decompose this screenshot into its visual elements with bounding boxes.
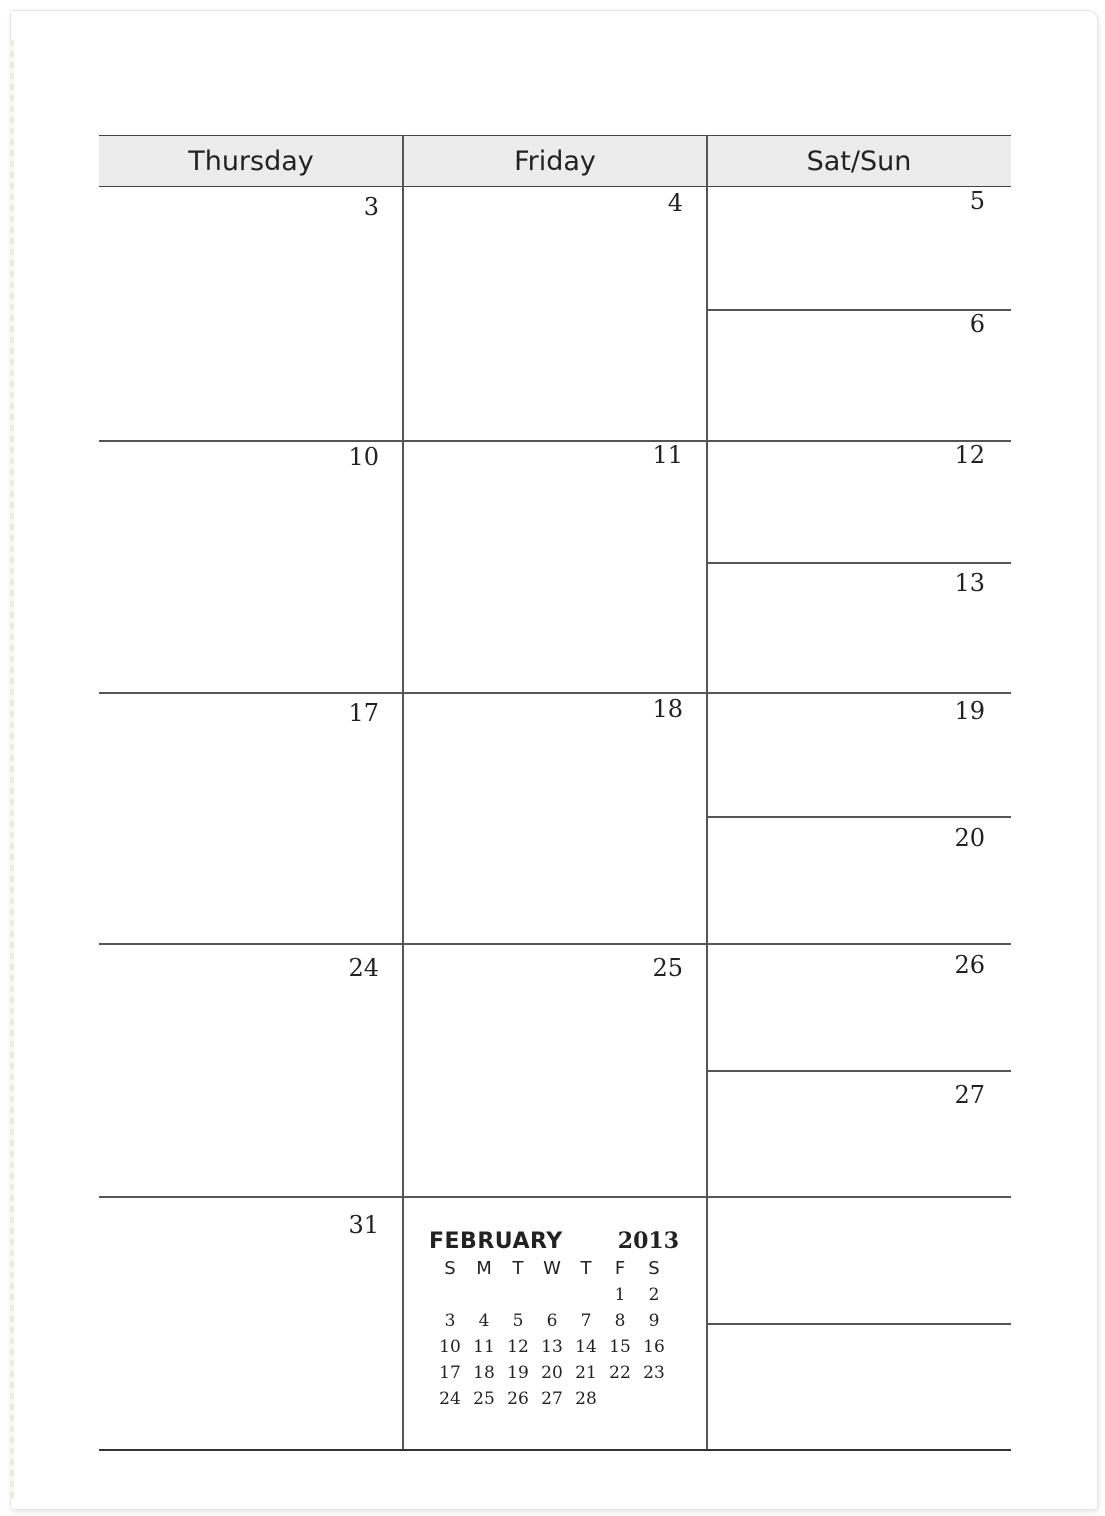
day-cell-friday[interactable]: 4 (667, 189, 683, 217)
mini-day: 6 (546, 1311, 558, 1331)
mini-day (535, 1284, 569, 1306)
mini-weekday: T (580, 1258, 592, 1279)
mini-day: 24 (439, 1389, 461, 1409)
mini-weekday: T (512, 1258, 524, 1279)
header-sat-sun: Sat/Sun (806, 145, 912, 177)
column-divider (706, 135, 708, 1451)
mini-calendar-header (429, 1228, 679, 1254)
mini-day: 1 (614, 1285, 626, 1305)
mini-day: 27 (541, 1389, 563, 1409)
weekday-header-row (99, 135, 1011, 187)
mini-day (569, 1284, 603, 1306)
mini-day (433, 1284, 467, 1306)
day-cell-thursday[interactable]: 3 (363, 193, 379, 221)
mini-day: 5 (512, 1311, 524, 1331)
mini-day: 14 (575, 1337, 597, 1357)
mini-day (467, 1284, 501, 1306)
mini-day: 12 (507, 1337, 529, 1357)
mini-day: 4 (478, 1311, 490, 1331)
mini-day: 2 (648, 1285, 660, 1305)
day-cell-thursday[interactable]: 17 (348, 699, 379, 727)
mini-day: 18 (473, 1363, 495, 1383)
mini-weekday: F (614, 1258, 626, 1279)
mini-day (603, 1388, 637, 1410)
day-cell-friday[interactable]: 18 (652, 695, 683, 723)
week-divider (99, 1196, 1011, 1198)
day-cell-saturday[interactable]: 19 (954, 697, 985, 725)
weekend-split-line (707, 816, 1011, 818)
week-divider (99, 692, 1011, 694)
mini-day: 10 (439, 1337, 461, 1357)
day-cell-saturday[interactable]: 12 (954, 441, 985, 469)
week-divider (99, 943, 1011, 945)
mini-weekday: S (648, 1258, 660, 1279)
day-cell-thursday[interactable]: 24 (348, 954, 379, 982)
mini-day: 7 (580, 1311, 592, 1331)
mini-day: 20 (541, 1363, 563, 1383)
mini-day: 22 (609, 1363, 631, 1383)
day-cell-friday[interactable]: 25 (652, 954, 683, 982)
page-torn-edge (10, 40, 14, 1500)
mini-day: 13 (541, 1337, 563, 1357)
mini-day: 28 (575, 1389, 597, 1409)
bottom-rule (99, 1449, 1011, 1451)
mini-day (501, 1284, 535, 1306)
header-friday: Friday (514, 145, 596, 177)
day-cell-sunday[interactable]: 6 (969, 310, 985, 338)
mini-day: 21 (575, 1363, 597, 1383)
mini-day: 9 (648, 1311, 660, 1331)
mini-weekday: S (444, 1258, 456, 1279)
day-cell-sunday[interactable]: 27 (954, 1081, 985, 1109)
mini-calendar-grid (433, 1258, 679, 1410)
header-thursday: Thursday (188, 145, 314, 177)
weekend-split-line (707, 562, 1011, 564)
column-divider (402, 135, 404, 1451)
mini-day: 25 (473, 1389, 495, 1409)
weekend-split-line (707, 1323, 1011, 1325)
mini-day: 16 (643, 1337, 665, 1357)
mini-day: 3 (444, 1311, 456, 1331)
day-cell-thursday[interactable]: 31 (348, 1211, 379, 1239)
mini-day: 15 (609, 1337, 631, 1357)
mini-day: 17 (439, 1363, 461, 1383)
mini-calendar (429, 1228, 679, 1410)
weekend-split-line (707, 1070, 1011, 1072)
day-cell-sunday[interactable]: 20 (954, 824, 985, 852)
calendar-grid (99, 135, 1011, 1451)
mini-weekday: M (476, 1258, 492, 1279)
mini-day: 8 (614, 1311, 626, 1331)
week-divider (99, 440, 1011, 442)
day-cell-friday[interactable]: 11 (652, 441, 683, 469)
mini-day: 23 (643, 1363, 665, 1383)
day-cell-sunday[interactable]: 13 (954, 569, 985, 597)
mini-day: 19 (507, 1363, 529, 1383)
mini-calendar-month: FEBRUARY (429, 1229, 563, 1254)
day-cell-saturday[interactable]: 5 (969, 187, 985, 215)
mini-day: 26 (507, 1389, 529, 1409)
mini-day: 11 (473, 1337, 495, 1357)
day-cell-thursday[interactable]: 10 (348, 443, 379, 471)
mini-calendar-year: 2013 (617, 1228, 679, 1254)
mini-weekday: W (543, 1258, 561, 1279)
mini-day (637, 1388, 671, 1410)
day-cell-saturday[interactable]: 26 (954, 951, 985, 979)
